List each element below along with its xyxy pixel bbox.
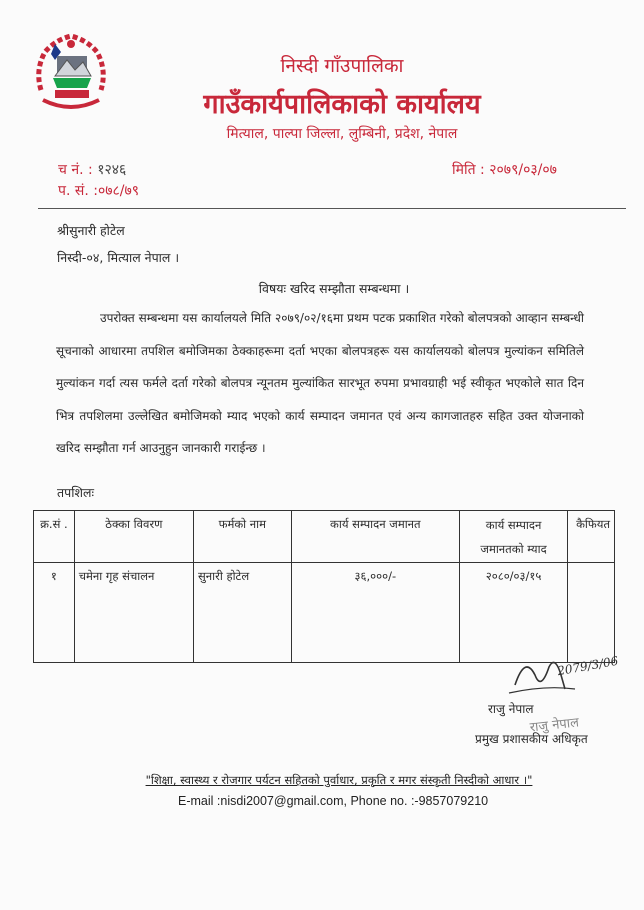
cha-no bbox=[58, 160, 126, 179]
stamp-text: राजु नेपाल bbox=[529, 715, 580, 736]
date-label: मिति : bbox=[452, 162, 490, 178]
col-header-guarantee-period bbox=[460, 511, 568, 563]
body-paragraph bbox=[56, 302, 584, 465]
date-value: २०७९/०३/०७ bbox=[489, 162, 557, 178]
footer-contact: E-mail :nisdi2007@gmail.com, Phone no. :-9857079210 bbox=[178, 794, 489, 808]
recipient-name: श्रीसुनारी होटेल bbox=[57, 223, 125, 238]
cell-sn: १ bbox=[34, 563, 75, 663]
cell-guarantee: ३६,०००/- bbox=[291, 563, 459, 663]
signatory-name: राजु नेपाल bbox=[488, 702, 534, 716]
recipient-address: निस्दी-०४, मित्याल नेपाल । bbox=[57, 250, 180, 265]
subject-line: विषयः खरिद सम्झौता सम्बन्धमा । bbox=[258, 281, 410, 296]
office-address: मित्याल, पाल्पा जिल्ला, लुम्बिनी, प्रदेश, नेपाल bbox=[226, 126, 458, 142]
details-label: तपशिलः bbox=[57, 485, 94, 500]
cell-contract: चमेना गृह संचालन bbox=[74, 563, 193, 663]
col-header-contract: ठेक्का विवरण bbox=[74, 511, 193, 563]
pa-sa bbox=[58, 181, 139, 200]
pa-sa-label: प. सं. : bbox=[58, 183, 98, 199]
cell-firm: सुनारी होटेल bbox=[194, 563, 292, 663]
pa-sa-value: ०७८/७९ bbox=[97, 183, 140, 199]
signature-date: 2079/3/06 bbox=[556, 653, 620, 679]
col-header-sn: क्र.सं . bbox=[34, 511, 75, 563]
footer-motto: "शिक्षा, स्वास्थ्य र रोजगार पर्यटन सहितको पुर्वाधार, प्रकृति र मगर संस्कृती निस्दीको आधार ।" bbox=[145, 773, 533, 787]
cell-guarantee-period: २०८०/०३/१५ bbox=[460, 563, 568, 663]
office-title: गाउँकार्यपालिकाको कार्यालय bbox=[203, 89, 481, 120]
signatory-title: प्रमुख प्रशासकीय अधिकृत bbox=[475, 732, 588, 746]
col-header-guarantee: कार्य सम्पादन जमानत bbox=[291, 511, 459, 563]
col-header-guarantee-period-l1: कार्य सम्पादन bbox=[485, 518, 542, 532]
col-header-remarks: कैफियत bbox=[568, 511, 615, 563]
col-header-firm: फर्मको नाम bbox=[194, 511, 292, 563]
details-table bbox=[33, 510, 615, 663]
table-header-row bbox=[34, 511, 615, 563]
municipality-name: निस्दी गाँउपालिका bbox=[280, 55, 404, 77]
handwritten-signature bbox=[505, 645, 635, 705]
body-text: उपरोक्त सम्बन्धमा यस कार्यालयले मिति २०७९/०२/१६मा प्रथम पटक प्रकाशित गरेको बोलपत्रको आव्हान सम्बन्धी सूचनाको आधारमा तपशिल बमोजिमका ठेक्काहरूमा दर्ता भएका बोलपत्रहरू यस कार्यालयको बोलपत्र मुल्यांकन समितिले मुल्यांकन गर्दा त्यस फर्मले दर्ता गरेको बोलपत्र न्यूनतम मुल्यांकित सारभूत रुपमा प्रभावग्राही भई स्वीकृत भएकोले सात दिन भित्र तपशिलमा उल्लेखित बमोजिमको म्याद भएको कार्य सम्पादन जमानत एवं अन्य कागजातहरु सहित उक्त योजनाको खरिद सम्झौता गर्न आउनुहुन जानकारी गराईन्छ । bbox=[56, 311, 584, 456]
col-header-guarantee-period-l2: जमानतको म्याद bbox=[480, 542, 547, 556]
date bbox=[452, 160, 557, 179]
cha-no-value: १२४६ bbox=[97, 162, 127, 178]
header-divider bbox=[38, 208, 626, 209]
cha-no-label: च नं. : bbox=[58, 162, 98, 178]
